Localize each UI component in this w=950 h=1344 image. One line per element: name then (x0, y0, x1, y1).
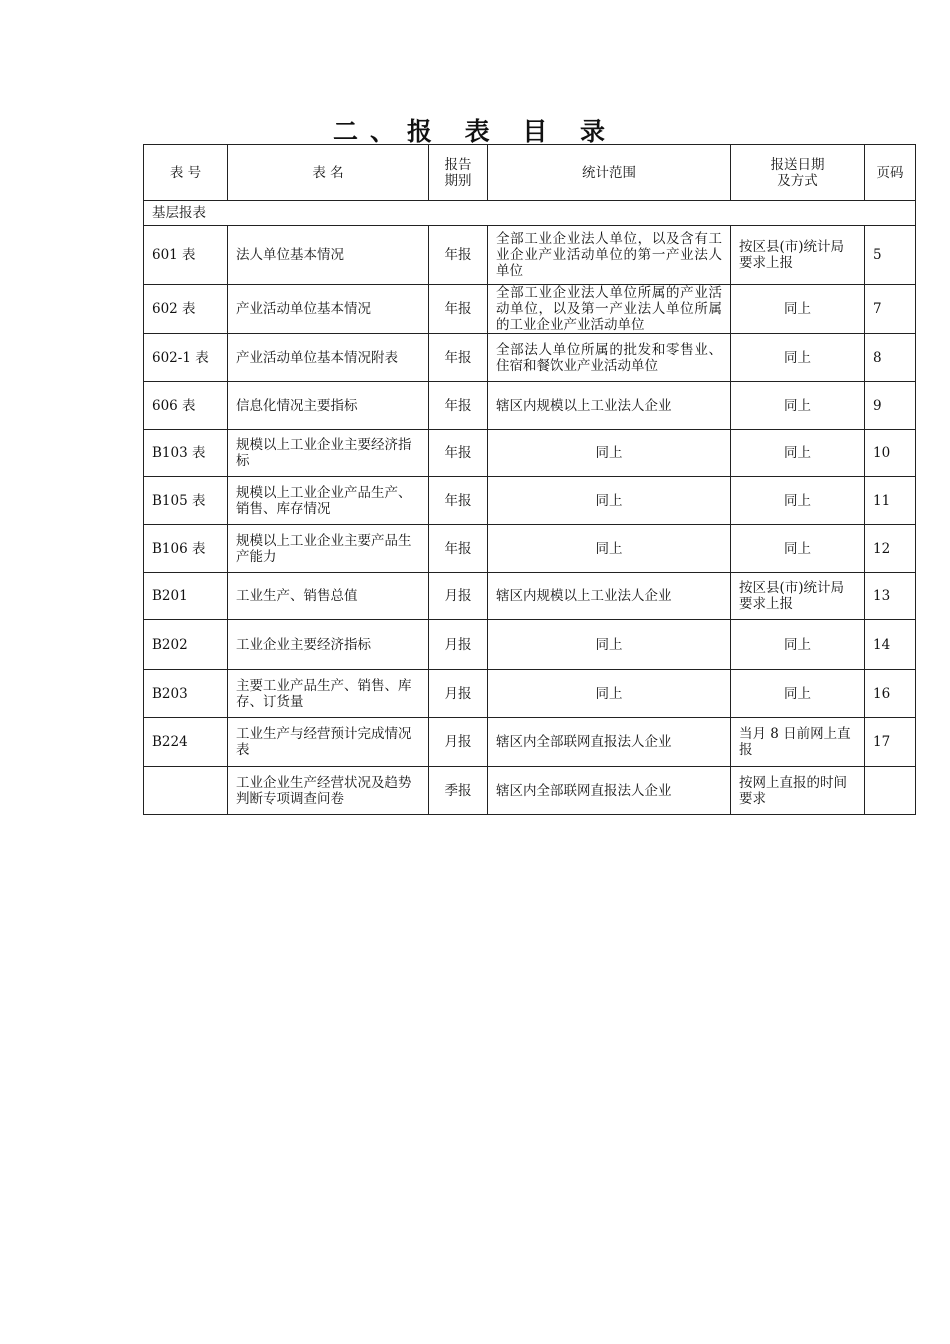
row-period: 年报 (429, 226, 488, 285)
row-number: B202 (144, 620, 228, 670)
table-row (144, 334, 916, 382)
row-number: B203 (144, 670, 228, 718)
header-period (429, 145, 488, 201)
row-number: B201 (144, 573, 228, 620)
row-period: 月报 (429, 670, 488, 718)
row-scope: 辖区内规模以上工业法人企业 (488, 573, 731, 620)
header-period-line2: 期别 (444, 172, 472, 189)
row-scope: 同上 (488, 477, 731, 525)
header-page: 页码 (865, 145, 916, 201)
row-name: 工业企业主要经济指标 (228, 620, 429, 670)
group-row (144, 201, 916, 226)
row-scope: 同上 (488, 620, 731, 670)
row-submission: 同上 (731, 285, 865, 334)
row-submission: 当月 8 日前网上直报 (731, 718, 865, 767)
table-row (144, 285, 916, 334)
row-number: B105 表 (144, 477, 228, 525)
row-name: 信息化情况主要指标 (228, 382, 429, 430)
row-submission: 按区县(市)统计局要求上报 (731, 226, 865, 285)
group-label: 基层报表 (144, 201, 916, 226)
row-number: B106 表 (144, 525, 228, 573)
row-page: 9 (865, 382, 916, 430)
table-row (144, 382, 916, 430)
header-submission (731, 145, 865, 201)
row-number (144, 767, 228, 815)
table-row (144, 718, 916, 767)
table-row (144, 477, 916, 525)
row-scope: 辖区内全部联网直报法人企业 (488, 718, 731, 767)
row-submission: 按区县(市)统计局要求上报 (731, 573, 865, 620)
row-submission: 按网上直报的时间要求 (731, 767, 865, 815)
row-name: 规模以上工业企业产品生产、销售、库存情况 (228, 477, 429, 525)
row-period: 月报 (429, 718, 488, 767)
header-number: 表 号 (144, 145, 228, 201)
row-scope: 同上 (488, 430, 731, 477)
header-submission-line1: 报送日期 (770, 156, 825, 173)
table-row (144, 670, 916, 718)
table-row (144, 620, 916, 670)
row-scope: 辖区内规模以上工业法人企业 (488, 382, 731, 430)
row-scope: 全部工业企业法人单位所属的产业活动单位，以及第一产业法人单位所属的工业企业产业活动单位 (488, 285, 731, 334)
row-page: 12 (865, 525, 916, 573)
row-page: 8 (865, 334, 916, 382)
row-submission: 同上 (731, 334, 865, 382)
row-page: 13 (865, 573, 916, 620)
table-row (144, 430, 916, 477)
row-submission: 同上 (731, 382, 865, 430)
row-scope: 全部法人单位所属的批发和零售业、住宿和餐饮业产业活动单位 (488, 334, 731, 382)
row-submission: 同上 (731, 430, 865, 477)
row-page: 16 (865, 670, 916, 718)
row-number: 606 表 (144, 382, 228, 430)
row-submission: 同上 (731, 477, 865, 525)
row-name: 工业生产、销售总值 (228, 573, 429, 620)
row-number: B224 (144, 718, 228, 767)
row-scope: 辖区内全部联网直报法人企业 (488, 767, 731, 815)
page-title: 二、报 表 目 录 (332, 117, 618, 146)
table-row (144, 767, 916, 815)
row-submission: 同上 (731, 525, 865, 573)
row-name: 规模以上工业企业主要产品生产能力 (228, 525, 429, 573)
row-name: 工业企业生产经营状况及趋势判断专项调查问卷 (228, 767, 429, 815)
row-page: 7 (865, 285, 916, 334)
row-number: 602-1 表 (144, 334, 228, 382)
row-name: 产业活动单位基本情况 (228, 285, 429, 334)
table-row (144, 573, 916, 620)
row-page: 11 (865, 477, 916, 525)
table-row (144, 525, 916, 573)
row-period: 年报 (429, 477, 488, 525)
row-period: 季报 (429, 767, 488, 815)
header-scope: 统计范围 (488, 145, 731, 201)
row-number: 602 表 (144, 285, 228, 334)
row-submission: 同上 (731, 670, 865, 718)
header-submission-line2: 及方式 (777, 172, 818, 189)
row-period: 年报 (429, 430, 488, 477)
header-name: 表 名 (228, 145, 429, 201)
row-period: 月报 (429, 573, 488, 620)
row-name: 规模以上工业企业主要经济指标 (228, 430, 429, 477)
header-row (144, 145, 916, 201)
row-page: 10 (865, 430, 916, 477)
row-name: 法人单位基本情况 (228, 226, 429, 285)
row-period: 年报 (429, 382, 488, 430)
row-submission: 同上 (731, 620, 865, 670)
row-page: 5 (865, 226, 916, 285)
row-name: 主要工业产品生产、销售、库存、订货量 (228, 670, 429, 718)
row-scope: 同上 (488, 670, 731, 718)
row-period: 月报 (429, 620, 488, 670)
row-period: 年报 (429, 285, 488, 334)
row-period: 年报 (429, 334, 488, 382)
header-period-line1: 报告 (444, 156, 472, 173)
row-page: 17 (865, 718, 916, 767)
row-page: 14 (865, 620, 916, 670)
row-page (865, 767, 916, 815)
row-name: 产业活动单位基本情况附表 (228, 334, 429, 382)
row-scope: 同上 (488, 525, 731, 573)
row-name: 工业生产与经营预计完成情况表 (228, 718, 429, 767)
report-catalog-table (143, 144, 916, 815)
row-period: 年报 (429, 525, 488, 573)
row-scope: 全部工业企业法人单位，以及含有工业企业产业活动单位的第一产业法人单位 (488, 226, 731, 285)
table-row (144, 226, 916, 285)
row-number: 601 表 (144, 226, 228, 285)
row-number: B103 表 (144, 430, 228, 477)
